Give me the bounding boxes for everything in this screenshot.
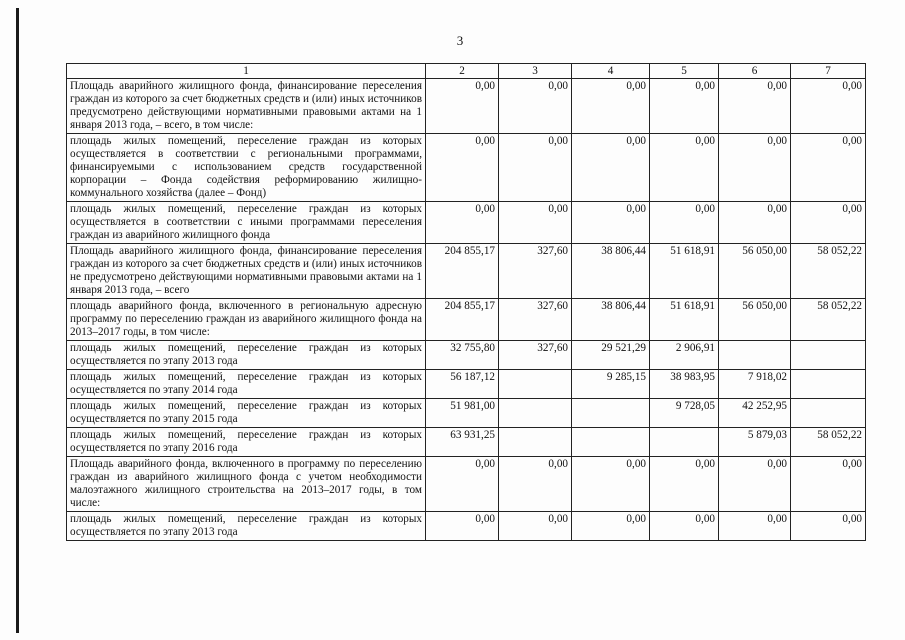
table-cell: 204 855,17 (426, 299, 499, 341)
row-label: площадь жилых помещений, переселение граждан из которых осуществляется по этапу 2014 года (67, 370, 426, 399)
table-row (67, 299, 866, 341)
table-cell (791, 370, 866, 399)
table-cell (499, 370, 572, 399)
table-cell: 0,00 (499, 202, 572, 244)
table-body (67, 79, 866, 541)
table-cell: 29 521,29 (572, 341, 650, 370)
table-cell (719, 341, 791, 370)
column-header: 5 (650, 64, 719, 79)
table-cell: 0,00 (719, 512, 791, 541)
table-cell: 51 981,00 (426, 399, 499, 428)
table-cell: 0,00 (791, 457, 866, 512)
table-row (67, 341, 866, 370)
column-header: 2 (426, 64, 499, 79)
table-cell: 0,00 (572, 512, 650, 541)
table-cell: 38 806,44 (572, 244, 650, 299)
table-cell: 0,00 (719, 134, 791, 202)
table-cell: 327,60 (499, 299, 572, 341)
row-label: площадь жилых помещений, переселение граждан из которых осуществляется по этапу 2013 года (67, 512, 426, 541)
table-cell: 56 187,12 (426, 370, 499, 399)
table-cell (572, 428, 650, 457)
table-cell: 0,00 (650, 512, 719, 541)
table-cell: 0,00 (650, 202, 719, 244)
table-cell: 0,00 (719, 202, 791, 244)
table-cell: 0,00 (499, 79, 572, 134)
table-cell (650, 428, 719, 457)
table-cell: 9 728,05 (650, 399, 719, 428)
table-cell: 51 618,91 (650, 299, 719, 341)
table-cell: 56 050,00 (719, 299, 791, 341)
table-cell: 0,00 (426, 79, 499, 134)
table-cell: 63 931,25 (426, 428, 499, 457)
table-cell: 58 052,22 (791, 299, 866, 341)
table-cell: 0,00 (791, 202, 866, 244)
table-cell: 38 983,95 (650, 370, 719, 399)
column-header: 7 (791, 64, 866, 79)
table-cell: 327,60 (499, 244, 572, 299)
table-row (67, 512, 866, 541)
table-row (67, 370, 866, 399)
row-label: площадь жилых помещений, переселение граждан из которых осуществляется в соответствии с региональными программами, финансируемыми с использованием средств государственной корпорации – Фонда содействия реформированию жилищно-коммунального хозяйства (далее – Фонд) (67, 134, 426, 202)
row-label: площадь жилых помещений, переселение граждан из которых осуществляется в соответствии с иными программами переселения граждан из аварийного жилищного фонда (67, 202, 426, 244)
row-label: площадь жилых помещений, переселение граждан из которых осуществляется по этапу 2015 года (67, 399, 426, 428)
row-label: Площадь аварийного жилищного фонда, финансирование переселения граждан из которого за счет бюджетных средств и (или) иных источников предусмотрено действующими нормативными правовыми актами на 1 января 2013 года, – всего, в том числе: (67, 79, 426, 134)
table-row (67, 457, 866, 512)
table-header-row (67, 64, 866, 79)
table-cell: 42 252,95 (719, 399, 791, 428)
table-cell (791, 341, 866, 370)
table-cell: 0,00 (499, 512, 572, 541)
table-cell: 0,00 (426, 202, 499, 244)
page-number: 3 (456, 33, 464, 48)
row-label: площадь жилых помещений, переселение граждан из которых осуществляется по этапу 2016 года (67, 428, 426, 457)
table-cell: 0,00 (499, 134, 572, 202)
table-cell: 58 052,22 (791, 428, 866, 457)
table-cell: 32 755,80 (426, 341, 499, 370)
data-table (66, 63, 866, 541)
table-cell: 2 906,91 (650, 341, 719, 370)
table-cell: 0,00 (572, 79, 650, 134)
table-row (67, 202, 866, 244)
row-label: площадь жилых помещений, переселение граждан из которых осуществляется по этапу 2013 года (67, 341, 426, 370)
table-row (67, 244, 866, 299)
column-header: 4 (572, 64, 650, 79)
table-cell: 204 855,17 (426, 244, 499, 299)
table-cell: 5 879,03 (719, 428, 791, 457)
row-label: Площадь аварийного фонда, включенного в программу по переселению граждан из аварийного жилищного фонда с учетом необходимости малоэтажного жилищного строительства на 2013–2017 годы, в том числе: (67, 457, 426, 512)
table-cell: 58 052,22 (791, 244, 866, 299)
table-cell (499, 428, 572, 457)
table-cell: 51 618,91 (650, 244, 719, 299)
table-cell: 38 806,44 (572, 299, 650, 341)
table-row (67, 428, 866, 457)
table-cell: 9 285,15 (572, 370, 650, 399)
table-row (67, 79, 866, 134)
column-header: 3 (499, 64, 572, 79)
table-cell: 0,00 (572, 457, 650, 512)
table-cell: 0,00 (719, 79, 791, 134)
table-cell: 327,60 (499, 341, 572, 370)
table-row (67, 399, 866, 428)
table-cell: 56 050,00 (719, 244, 791, 299)
table-cell: 0,00 (426, 134, 499, 202)
table-cell: 0,00 (572, 202, 650, 244)
table-cell: 0,00 (650, 457, 719, 512)
table-cell: 0,00 (719, 457, 791, 512)
table-cell (572, 399, 650, 428)
table-cell: 0,00 (791, 134, 866, 202)
page-binding-edge (16, 8, 19, 633)
table-cell (791, 399, 866, 428)
table-cell: 0,00 (791, 512, 866, 541)
table-cell: 0,00 (650, 79, 719, 134)
table-cell: 0,00 (791, 79, 866, 134)
table-cell: 0,00 (426, 457, 499, 512)
table-cell: 0,00 (499, 457, 572, 512)
row-label: Площадь аварийного жилищного фонда, финансирование переселения граждан из которого за счет бюджетных средств и (или) иных источников не предусмотрено действующими нормативными правовыми актами на 1 января 2013 года, – всего (67, 244, 426, 299)
table-cell: 0,00 (572, 134, 650, 202)
table-cell: 7 918,02 (719, 370, 791, 399)
row-label: площадь аварийного фонда, включенного в региональную адресную программу по переселению граждан из аварийного жилищного фонда на 2013–2017 годы, в том числе: (67, 299, 426, 341)
table-cell (499, 399, 572, 428)
column-header: 6 (719, 64, 791, 79)
column-header: 1 (67, 64, 426, 79)
table-cell: 0,00 (650, 134, 719, 202)
table-cell: 0,00 (426, 512, 499, 541)
table-row (67, 134, 866, 202)
